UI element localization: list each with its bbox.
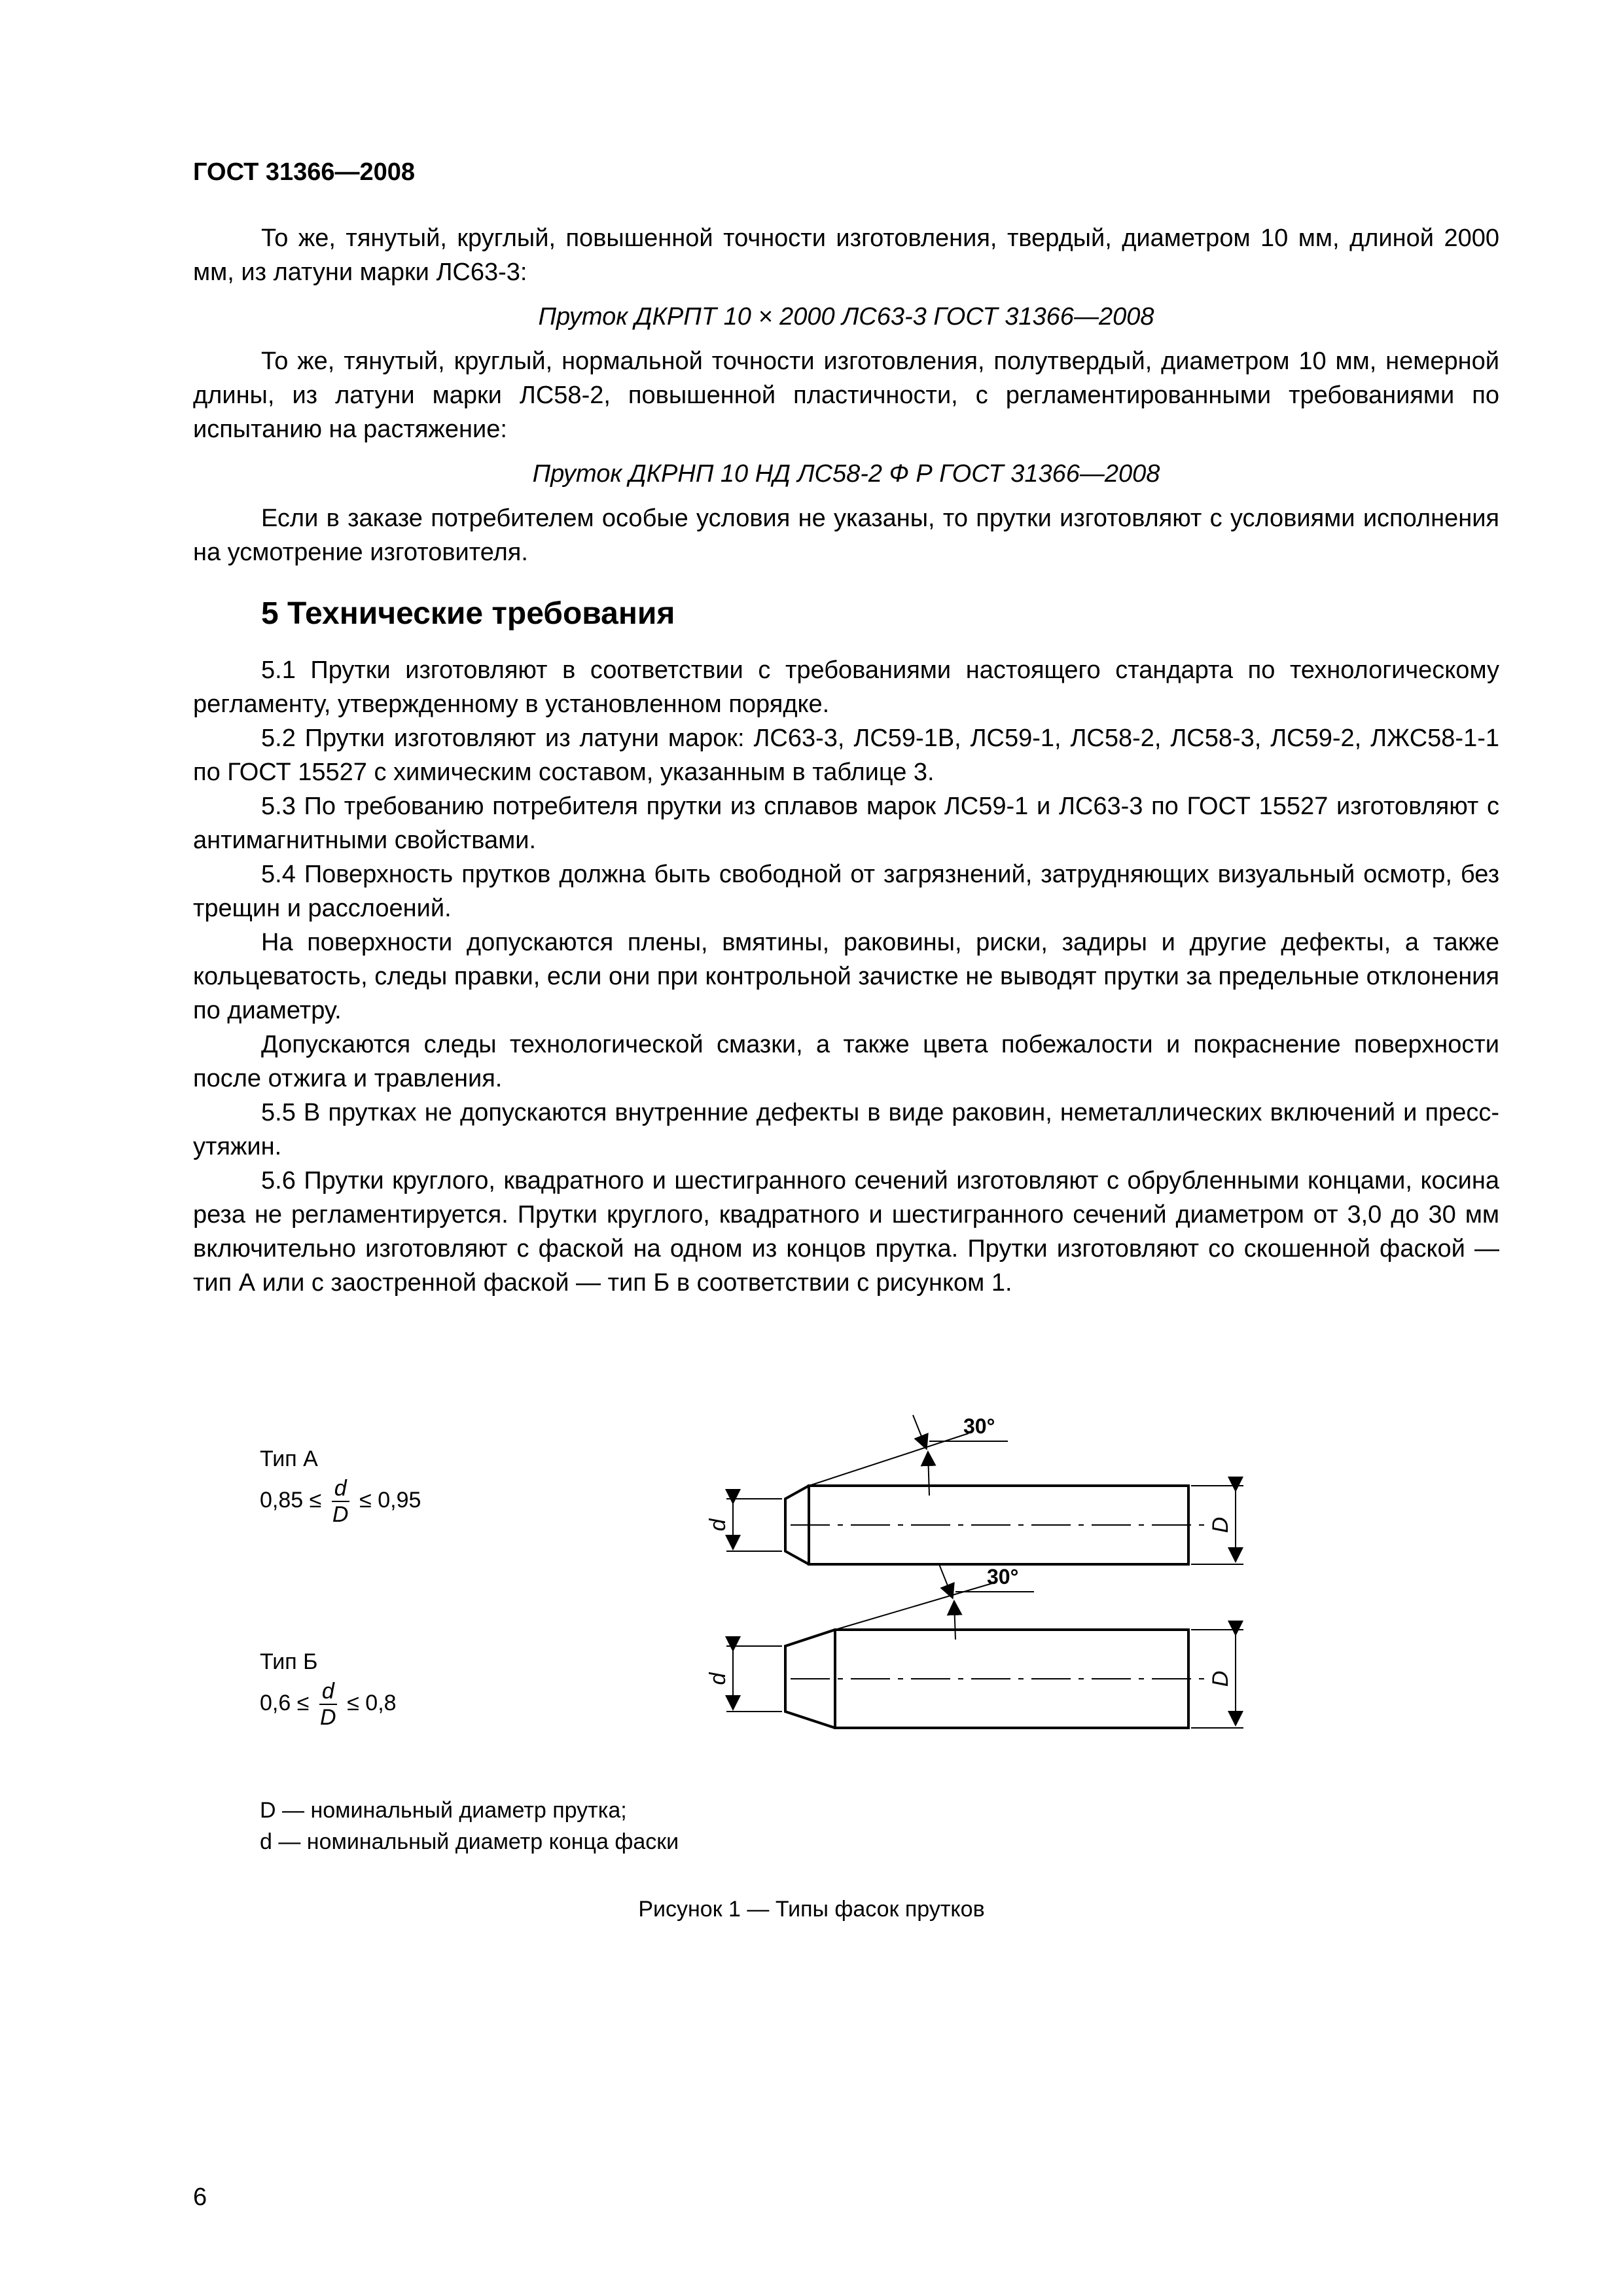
document-header: ГОСТ 31366—2008 <box>193 158 416 186</box>
dim-D-b: D <box>1208 1670 1233 1687</box>
type-b-label: Тип Б <box>260 1649 318 1674</box>
clause-5-6: 5.6 Прутки круглого, квадратного и шестигранного сечений изготовляют с обрубленными концами, косина реза не регламентируется. Прутки круглого, квадратного и шестигранного сечений диаметром от 3,0 до 30 мм включительно изготовляют с фаской на одном из концов прутка. Прутки изготовляют со скошенной фаской — тип А или с заостренной фаской — тип Б в соответствии с рисунком 1. <box>193 1167 1499 1297</box>
page-number: 6 <box>193 2183 207 2211</box>
type-b-block <box>260 1649 397 1730</box>
figure-legend <box>260 1795 679 1857</box>
type-b-ratio <box>319 1679 337 1730</box>
rod-type-b <box>726 1564 1243 1728</box>
section-heading: 5 Технические требования <box>261 596 675 631</box>
angle-label-a: 30° <box>963 1414 995 1438</box>
dim-d-a: d <box>705 1518 730 1532</box>
type-a-label: Тип А <box>260 1446 318 1471</box>
angle-label-b: 30° <box>987 1565 1019 1588</box>
example-designation: Пруток ДКРПТ 10 × 2000 ЛС63-3 ГОСТ 31366—2008 <box>538 303 1154 331</box>
type-b-num: d <box>319 1679 337 1705</box>
clause-5-4-b: На поверхности допускаются плены, вмятины, раковины, риски, задиры и другие дефекты, а также кольцеватость, следы правки, если они при контрольной зачистке не выводят прутки за предельные отклонения по диаметру. <box>193 929 1499 1024</box>
type-b-lower: 0,6 ≤ <box>260 1690 310 1715</box>
clause-5-2: 5.2 Прутки изготовляют из латуни марок: ЛС63-3, ЛС59-1В, ЛС59-1, ЛС58-2, ЛС58-3, ЛС59-2, ЛЖС58-1-1 по ГОСТ 15527 с химическим составом, указанным в таблице 3. <box>193 725 1499 786</box>
clause-5-4: 5.4 Поверхность прутков должна быть свободной от загрязнений, затрудняющих визуальный осмотр, без трещин и расслоений. <box>193 861 1499 922</box>
type-b-den: D <box>320 1705 336 1730</box>
example-designation: Пруток ДКРНП 10 НД ЛС58-2 Ф Р ГОСТ 31366—2008 <box>532 460 1160 488</box>
clause-5-1: 5.1 Прутки изготовляют в соответствии с требованиями настоящего стандарта по технологическому регламенту, утвержденному в установленном порядке. <box>193 656 1499 718</box>
figure-caption: Рисунок 1 — Типы фасок прутков <box>638 1897 985 1922</box>
paragraph: То же, тянутый, круглый, нормальной точности изготовления, полутвердый, диаметром 10 мм, немерной длины, из латуни марки ЛС58-2, повышенной пластичности, с регламентированными требованиями по испытанию на растяжение: <box>193 348 1499 443</box>
paragraph: Если в заказе потребителем особые условия не указаны, то прутки изготовляют с условиями исполнения на усмотрение изготовителя. <box>193 505 1499 566</box>
type-a-ratio <box>332 1476 349 1527</box>
type-a-lower: 0,85 ≤ <box>260 1487 322 1513</box>
document-body <box>193 221 1499 1300</box>
dim-D-a: D <box>1208 1516 1233 1534</box>
clause-5-4-c: Допускаются следы технологической смазки, а также цвета побежалости и покраснение поверхности после отжига и травления. <box>193 1031 1499 1092</box>
chamfer-drawing <box>0 1361 1623 1950</box>
type-a-num: d <box>332 1476 349 1502</box>
clause-5-5: 5.5 В прутках не допускаются внутренние дефекты в виде раковин, неметаллических включений и пресс-утяжин. <box>193 1099 1499 1160</box>
type-a-den: D <box>332 1502 349 1527</box>
dim-d-b: d <box>705 1672 730 1685</box>
legend-line-2: d — номинальный диаметр конца фаски <box>260 1829 679 1854</box>
figure-chamfer-types <box>0 1361 1623 1950</box>
clause-5-3: 5.3 По требованию потребителя прутки из сплавов марок ЛС59-1 и ЛС63-3 по ГОСТ 15527 изготовляют с антимагнитными свойствами. <box>193 793 1499 854</box>
type-a-upper: ≤ 0,95 <box>359 1487 421 1513</box>
type-a-block <box>260 1446 421 1527</box>
legend-line-1: D — номинальный диаметр прутка; <box>260 1798 627 1823</box>
paragraph: То же, тянутый, круглый, повышенной точности изготовления, твердый, диаметром 10 мм, длиной 2000 мм, из латуни марки ЛС63-3: <box>193 224 1499 286</box>
type-b-upper: ≤ 0,8 <box>347 1690 397 1715</box>
